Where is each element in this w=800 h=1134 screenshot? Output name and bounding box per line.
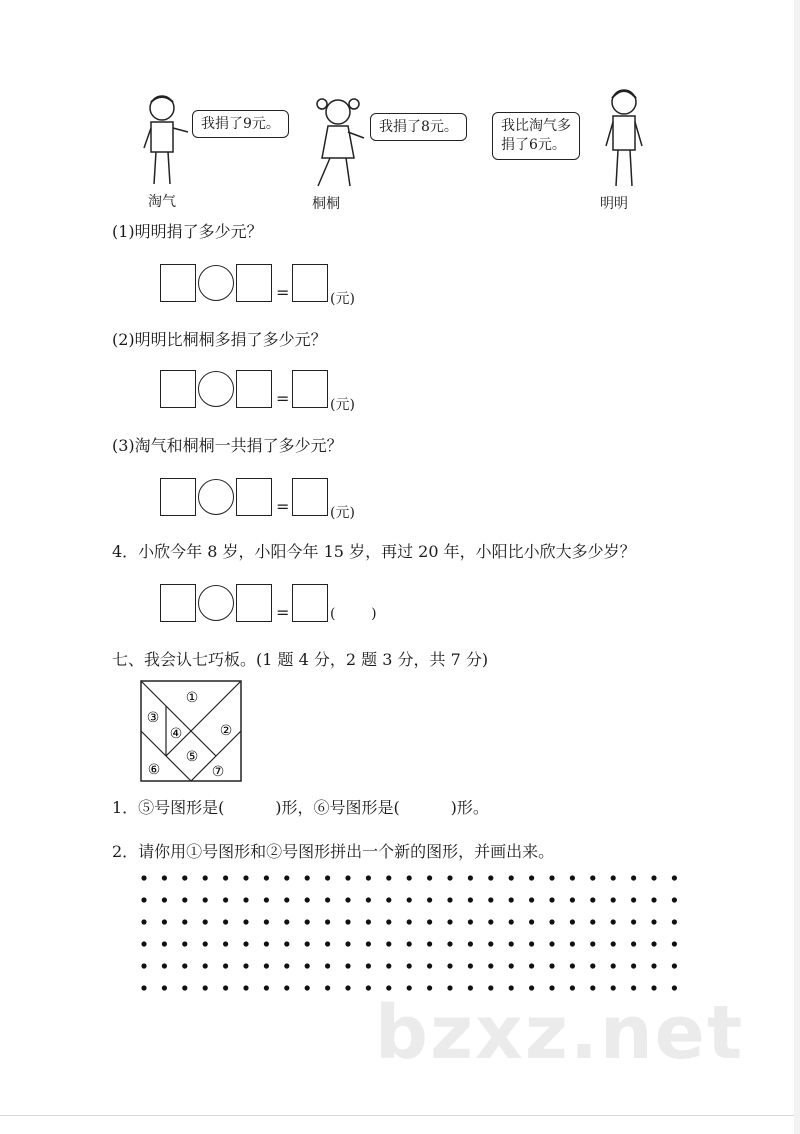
bubble-line-1: 我比淘气多	[501, 118, 571, 134]
grid-dot	[468, 919, 473, 924]
answer-box[interactable]	[292, 370, 328, 408]
equals-sign: =	[276, 603, 290, 622]
answer-box[interactable]	[236, 370, 272, 408]
grid-dot	[631, 875, 636, 880]
boy-taoqi-figure-icon	[138, 92, 190, 188]
grid-dot	[264, 963, 269, 968]
unit-label: (元)	[330, 505, 355, 521]
grid-dot	[427, 919, 432, 924]
grid-dot	[447, 875, 452, 880]
grid-dot	[203, 897, 208, 902]
page-bottom-edge	[0, 1115, 800, 1116]
grid-dot	[529, 897, 534, 902]
grid-dot	[203, 963, 208, 968]
name-label-taoqi: 淘气	[148, 194, 176, 210]
grid-dot	[651, 963, 656, 968]
grid-dot	[243, 963, 248, 968]
grid-dot	[223, 875, 228, 880]
grid-dot	[611, 919, 616, 924]
grid-dot	[549, 897, 554, 902]
grid-dot	[366, 897, 371, 902]
grid-dot	[264, 875, 269, 880]
unit-label: (元)	[330, 397, 355, 413]
grid-dot	[509, 941, 514, 946]
grid-dot	[345, 919, 350, 924]
grid-dot	[672, 941, 677, 946]
answer-box[interactable]	[292, 264, 328, 302]
grid-dot	[672, 875, 677, 880]
grid-dot	[447, 941, 452, 946]
equals-sign: =	[276, 389, 290, 408]
grid-dot	[488, 919, 493, 924]
grid-dot	[631, 941, 636, 946]
grid-dot	[468, 941, 473, 946]
girl-tongtong-figure-icon	[308, 94, 368, 190]
grid-dot	[345, 897, 350, 902]
equals-sign: =	[276, 283, 290, 302]
grid-dot	[223, 897, 228, 902]
q3-part1-text: (1)明明捐了多少元？	[112, 222, 263, 241]
grid-dot	[570, 941, 575, 946]
page-right-shadow	[794, 0, 800, 1134]
answer-box[interactable]	[236, 584, 272, 622]
grid-dot	[223, 919, 228, 924]
grid-dot	[488, 875, 493, 880]
q4-text: 4．小欣今年 8 岁，小阳今年 15 岁，再过 20 年，小阳比小欣大多少岁？	[112, 542, 636, 561]
section-7-q2-text: 2．请你用①号图形和②号图形拼出一个新的图形，并画出来。	[112, 842, 555, 861]
grid-dot	[611, 897, 616, 902]
grid-dot	[243, 941, 248, 946]
grid-dot	[651, 897, 656, 902]
grid-dot	[325, 941, 330, 946]
grid-dot	[488, 897, 493, 902]
grid-dot	[141, 941, 146, 946]
grid-dot	[223, 963, 228, 968]
grid-dot	[427, 875, 432, 880]
grid-dot	[305, 963, 310, 968]
operator-circle[interactable]	[198, 479, 234, 515]
grid-dot	[243, 897, 248, 902]
grid-dot	[488, 963, 493, 968]
grid-dot	[345, 985, 350, 990]
piece-label: ⑥	[147, 762, 161, 778]
grid-dot	[386, 919, 391, 924]
grid-dot	[345, 963, 350, 968]
name-label-mingming: 明明	[600, 196, 628, 212]
grid-dot	[305, 941, 310, 946]
grid-dot	[264, 985, 269, 990]
grid-dot	[529, 963, 534, 968]
grid-dot	[611, 875, 616, 880]
grid-dot	[570, 897, 575, 902]
grid-dot	[651, 875, 656, 880]
grid-dot	[447, 963, 452, 968]
grid-dot	[366, 985, 371, 990]
grid-dot	[141, 963, 146, 968]
grid-dot	[284, 963, 289, 968]
grid-dot	[590, 963, 595, 968]
grid-dot	[243, 985, 248, 990]
speech-bubble-mingming	[492, 112, 580, 160]
grid-dot	[590, 919, 595, 924]
grid-dot	[243, 875, 248, 880]
unit-label: (元)	[330, 291, 355, 307]
grid-dot	[590, 941, 595, 946]
grid-dot	[631, 897, 636, 902]
grid-dot	[264, 897, 269, 902]
grid-dot	[651, 941, 656, 946]
grid-dot	[549, 963, 554, 968]
grid-dot	[182, 875, 187, 880]
grid-dot	[672, 897, 677, 902]
grid-dot	[162, 985, 167, 990]
grid-dot	[672, 919, 677, 924]
grid-dot	[407, 897, 412, 902]
grid-dot	[141, 985, 146, 990]
piece-label: ③	[146, 710, 160, 726]
grid-dot	[284, 897, 289, 902]
answer-box[interactable]	[160, 584, 196, 622]
answer-box[interactable]	[160, 478, 196, 516]
grid-dot	[509, 919, 514, 924]
grid-dot	[427, 963, 432, 968]
grid-dot	[611, 941, 616, 946]
grid-dot	[570, 963, 575, 968]
grid-dot	[447, 897, 452, 902]
grid-dot	[182, 941, 187, 946]
grid-dot	[590, 875, 595, 880]
grid-dot	[509, 963, 514, 968]
q3-part2-text: (2)明明比桐桐多捐了多少元？	[112, 330, 327, 349]
operator-circle[interactable]	[198, 585, 234, 621]
grid-dot	[284, 985, 289, 990]
grid-dot	[407, 875, 412, 880]
grid-dot	[529, 941, 534, 946]
grid-dot	[162, 941, 167, 946]
grid-dot	[345, 941, 350, 946]
piece-label: ①	[185, 690, 199, 706]
grid-dot	[570, 919, 575, 924]
grid-dot	[284, 919, 289, 924]
grid-dot	[264, 919, 269, 924]
grid-dot	[529, 875, 534, 880]
grid-dot	[162, 919, 167, 924]
grid-dot	[325, 897, 330, 902]
grid-dot	[366, 963, 371, 968]
answer-box[interactable]	[160, 370, 196, 408]
watermark: bzxz.net	[375, 990, 745, 1076]
grid-dot	[264, 941, 269, 946]
grid-dot	[203, 875, 208, 880]
grid-dot	[631, 963, 636, 968]
grid-dot	[366, 941, 371, 946]
name-label-tongtong: 桐桐	[312, 196, 340, 212]
grid-dot	[509, 897, 514, 902]
grid-dot	[305, 897, 310, 902]
grid-dot	[386, 941, 391, 946]
grid-dot	[407, 919, 412, 924]
grid-dot	[305, 919, 310, 924]
grid-dot	[325, 985, 330, 990]
grid-dot	[203, 941, 208, 946]
answer-box[interactable]	[236, 478, 272, 516]
grid-dot	[407, 941, 412, 946]
piece-label: ⑤	[185, 749, 199, 765]
section-7-q1-text: 1．⑤号图形是( )形，⑥号图形是( )形。	[112, 798, 489, 817]
section-7-title: 七、我会认七巧板。(1 题 4 分，2 题 3 分，共 7 分)	[112, 650, 489, 669]
q3-part3-text: (3)淘气和桐桐一共捐了多少元？	[112, 436, 343, 455]
grid-dot	[141, 875, 146, 880]
piece-label: ④	[169, 726, 183, 742]
grid-dot	[325, 963, 330, 968]
grid-dot	[468, 875, 473, 880]
grid-dot	[509, 875, 514, 880]
dot-grid-drawing-area[interactable]	[138, 870, 678, 994]
tangram-diagram	[140, 680, 244, 784]
grid-dot	[305, 985, 310, 990]
grid-dot	[651, 919, 656, 924]
grid-dot	[243, 919, 248, 924]
grid-dot	[162, 963, 167, 968]
grid-dot	[162, 875, 167, 880]
grid-dot	[386, 875, 391, 880]
grid-dot	[590, 897, 595, 902]
grid-dot	[447, 919, 452, 924]
grid-dot	[203, 919, 208, 924]
grid-dot	[223, 985, 228, 990]
answer-box[interactable]	[292, 584, 328, 622]
grid-dot	[223, 941, 228, 946]
speech-bubble-taoqi: 我捐了9元。	[192, 110, 289, 138]
grid-dot	[549, 919, 554, 924]
grid-dot	[325, 919, 330, 924]
grid-dot	[631, 919, 636, 924]
grid-dot	[549, 941, 554, 946]
grid-dot	[366, 875, 371, 880]
equals-sign: =	[276, 497, 290, 516]
operator-circle[interactable]	[198, 265, 234, 301]
grid-dot	[407, 963, 412, 968]
grid-dot	[182, 963, 187, 968]
boy-mingming-figure-icon	[600, 86, 648, 190]
operator-circle[interactable]	[198, 371, 234, 407]
grid-dot	[386, 963, 391, 968]
speech-bubble-tongtong: 我捐了8元。	[370, 113, 467, 141]
grid-dot	[203, 985, 208, 990]
piece-label: ⑦	[211, 764, 225, 780]
grid-dot	[529, 919, 534, 924]
grid-dot	[468, 897, 473, 902]
grid-dot	[162, 897, 167, 902]
grid-dot	[549, 875, 554, 880]
grid-dot	[182, 919, 187, 924]
grid-dot	[570, 875, 575, 880]
grid-dot	[345, 875, 350, 880]
grid-dot	[141, 919, 146, 924]
grid-dot	[284, 941, 289, 946]
grid-dot	[182, 985, 187, 990]
answer-box[interactable]	[236, 264, 272, 302]
answer-box[interactable]	[160, 264, 196, 302]
piece-label: ②	[219, 723, 233, 739]
grid-dot	[427, 941, 432, 946]
grid-dot	[386, 897, 391, 902]
grid-dot	[427, 897, 432, 902]
unit-blank: ( )	[330, 606, 377, 622]
grid-dot	[284, 875, 289, 880]
grid-dot	[611, 963, 616, 968]
grid-dot	[672, 963, 677, 968]
grid-dot	[305, 875, 310, 880]
answer-box[interactable]	[292, 478, 328, 516]
grid-dot	[182, 897, 187, 902]
grid-dot	[488, 941, 493, 946]
grid-dot	[468, 963, 473, 968]
grid-dot	[141, 897, 146, 902]
grid-dot	[325, 875, 330, 880]
bubble-line-2: 捐了6元。	[501, 137, 566, 153]
grid-dot	[366, 919, 371, 924]
